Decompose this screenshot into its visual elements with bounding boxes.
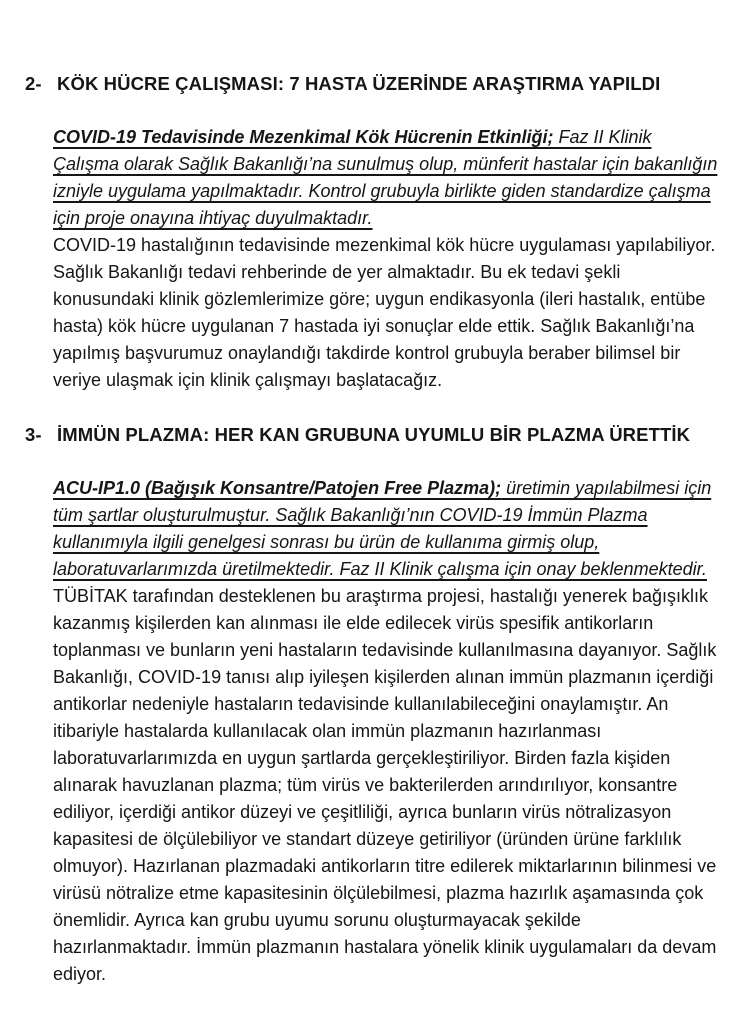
lead-paragraph	[53, 475, 722, 583]
section-number: 3-	[25, 424, 42, 445]
lead-rest-text: üretimin yapılabilmesi için tüm şartlar oluşturulmuştur. Sağlık Bakanlığı’nın COVID-19 İmmün Plazma kullanımıyla ilgili genelgesi sonrası bu ürün de kullanıma girmiş olup, laboratuvarlarımızda üretilmektedir. Faz II Klinik çalışma için onay beklenmektedir.	[53, 478, 712, 579]
lead-bold-text: COVID-19 Tedavisinde Mezenkimal Kök Hücrenin Etkinliği;	[53, 127, 554, 147]
body-paragraph: COVID-19 hastalığının tedavisinde mezenkimal kök hücre uygulaması yapılabiliyor. Sağlık Bakanlığı tedavi rehberinde de yer almaktadır. Bu ek tedavi şekli konusundaki klinik gözlemlerimize göre; uygun endikasyonla (ileri hastalık, entübe hasta) kök hücre uygulanan 7 hastada iyi sonuçlar elde ettik. Sağlık Bakanlığı’na yapılmış başvurumuz onaylandığı takdirde kontrol grubuyla beraber bilimsel bir veriye ulaşmak için klinik çalışmayı başlatacağız.	[53, 235, 716, 390]
section-number: 2-	[25, 73, 42, 94]
section-title: KÖK HÜCRE ÇALIŞMASI: 7 HASTA ÜZERİNDE ARAŞTIRMA YAPILDI	[57, 73, 661, 94]
lead-bold-text: ACU-IP1.0 (Bağışık Konsantre/Patojen Free Plazma);	[53, 478, 502, 498]
lead-rest-text: Faz II Klinik Çalışma olarak Sağlık Bakanlığı’na sunulmuş olup, münferit hastalar için bakanlığın izniyle uygulama yapılmaktadır. Kontrol grubuyla birlikte giden standardize çalışma için proje onayına ihtiyaç duyulmaktadır.	[53, 127, 718, 228]
section-title: İMMÜN PLAZMA: HER KAN GRUBUNA UYUMLU BİR PLAZMA ÜRETTİK	[57, 424, 691, 445]
section-heading	[25, 421, 722, 448]
body-paragraph: TÜBİTAK tarafından desteklenen bu araştırma projesi, hastalığı yenerek bağışıklık kazanmış kişilerden kan alınması ile elde edilecek virüs spesifik antikorların toplanması ve bunların yeni hastaların tedavisinde kullanılmasına dayanıyor. Sağlık Bakanlığı, COVID-19 tanısı alıp iyileşen kişilerden alınan immün plazmanın içerdiği antikorlar nedeniyle hastaların tedavisinde kullanılabileceğini onaylamıştır. An itibariyle hastalarda kullanılacak olan immün plazmanın hazırlanması laboratuvarlarımızda en uygun şartlarda gerçekleştiriliyor. Birden fazla kişiden alınarak havuzlanan plazma; tüm virüs ve bakterilerden arındırılıyor, konsantre ediliyor, içerdiği antikor düzeyi ve çeşitliliği, ayrıca bunların virüs nötralizasyon kapasitesi de ölçülebiliyor ve standart düzeye getiriliyor (üründen ürüne farklılık olmuyor). Hazırlanan plazmadaki antikorların titre edilerek miktarlarının bilinmesi ve virüsü nötralize etme kapasitesinin ölçülebilmesi, plazma hazırlık aşamasında çok önemlidir. Ayrıca kan grubu uyumu sorunu oluşturmayacak şekilde hazırlanmaktadır. İmmün plazmanın hastalara yönelik klinik uygulamaları da devam ediyor.	[53, 586, 717, 984]
section-immune-plasma	[25, 421, 722, 988]
section-heading	[25, 70, 722, 97]
section-content	[53, 475, 722, 988]
section-content	[53, 124, 722, 394]
section-stem-cell-study	[25, 70, 722, 394]
lead-paragraph	[53, 124, 722, 232]
